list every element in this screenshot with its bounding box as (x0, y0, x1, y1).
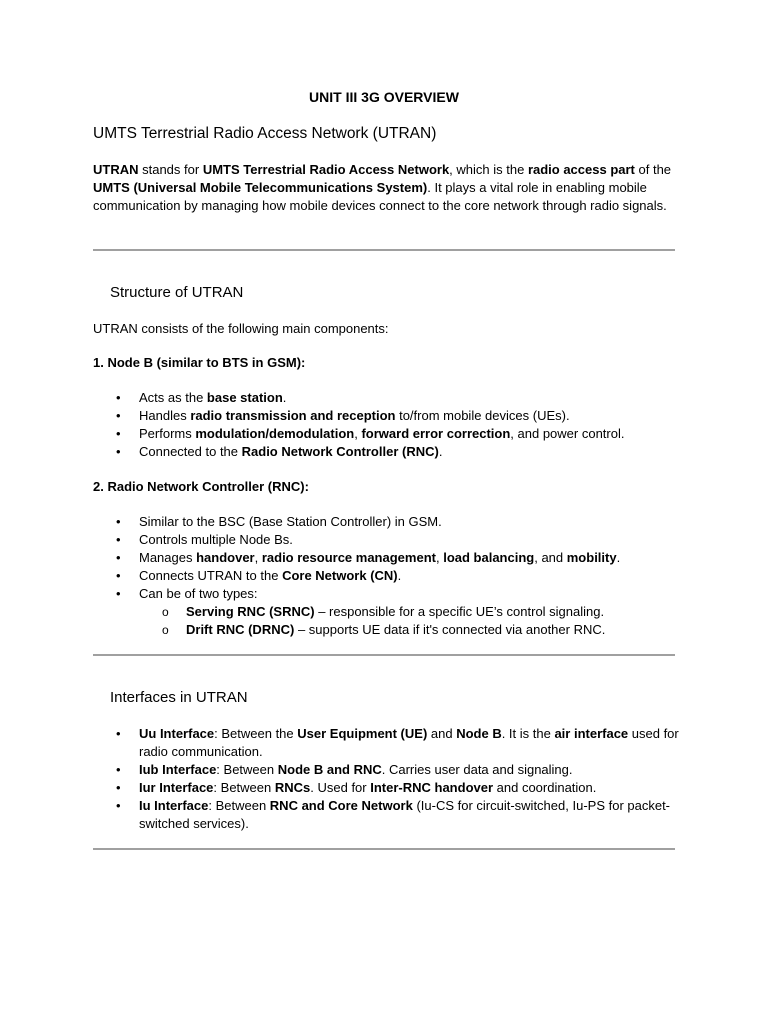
list-item (93, 761, 683, 779)
sub-list-item (139, 621, 683, 639)
list-text: . (438, 444, 443, 459)
nodeb-list (93, 389, 683, 461)
list-text: , (435, 550, 444, 565)
list-bold: Iub Interface (139, 762, 217, 777)
list-bold: modulation/demodulation (195, 426, 355, 441)
list-bold: mobility (566, 550, 617, 565)
list-item (93, 725, 683, 761)
list-text: used for radio communication. (139, 726, 679, 759)
bullet-icon: • (116, 568, 121, 583)
list-text: , (254, 550, 262, 565)
list-item (93, 585, 683, 639)
bullet-icon: • (116, 408, 121, 423)
intro-bold-umts-trans: UMTS Terrestrial Radio Access Network (202, 162, 450, 177)
bullet-icon: • (116, 726, 121, 741)
bullet-icon: • (116, 586, 121, 601)
list-bold: Radio Network Controller (RNC) (241, 444, 439, 459)
list-text: – responsible for a specific UE’s control signaling. (314, 604, 605, 619)
bullet-icon: • (116, 514, 121, 529)
bullet-icon: • (116, 532, 121, 547)
list-text: . Carries user data and signaling. (381, 762, 573, 777)
bullet-icon: • (116, 798, 121, 813)
intro-text: of the (634, 162, 672, 177)
list-text: Connected to the (139, 444, 242, 459)
list-item (93, 425, 683, 443)
circle-bullet-icon: o (162, 623, 169, 637)
list-bold: base station (206, 390, 283, 405)
divider (93, 848, 675, 850)
list-text: , and (534, 550, 567, 565)
nodeb-heading: 1. Node B (similar to BTS in GSM): (93, 355, 306, 370)
intro-bold-umts: UMTS (Universal Mobile Telecommunications System) (93, 180, 428, 195)
rnc-types-list (139, 603, 683, 639)
list-text: : Between (213, 780, 275, 795)
list-item (93, 513, 683, 531)
list-bold: Core Network (CN) (282, 568, 398, 583)
list-text: Performs (139, 426, 196, 441)
intro-bold-utran: UTRAN (93, 162, 139, 177)
list-bold: RNC and Core Network (269, 798, 413, 813)
list-bold: Uu Interface (139, 726, 215, 741)
circle-bullet-icon: o (162, 605, 169, 619)
divider (93, 249, 675, 251)
list-text: Handles (139, 408, 191, 423)
bullet-icon: • (116, 390, 121, 405)
bullet-icon: • (116, 444, 121, 459)
main-heading: UMTS Terrestrial Radio Access Network (UTRAN) (93, 125, 437, 142)
list-text: Similar to the BSC (Base Station Controller) in GSM. (139, 514, 442, 529)
list-text: . It is the (501, 726, 555, 741)
list-bold: Drift RNC (DRNC) (186, 622, 295, 637)
list-text: Acts as the (139, 390, 207, 405)
bullet-icon: • (116, 426, 121, 441)
list-bold: Node B and RNC (277, 762, 382, 777)
list-text: , and power control. (510, 426, 625, 441)
sub-list-item (139, 603, 683, 621)
bullet-icon: • (116, 550, 121, 565)
bullet-icon: • (116, 762, 121, 777)
list-bold: handover (196, 550, 255, 565)
list-text: : Between (208, 798, 270, 813)
list-bold: radio resource management (261, 550, 436, 565)
list-text: Connects UTRAN to the (139, 568, 283, 583)
divider (93, 654, 675, 656)
list-bold: forward error correction (361, 426, 511, 441)
list-text: Controls multiple Node Bs. (139, 532, 293, 547)
interfaces-heading: Interfaces in UTRAN (110, 689, 248, 706)
structure-heading: Structure of UTRAN (110, 284, 244, 301)
interfaces-list (93, 725, 683, 833)
bullet-icon: • (116, 780, 121, 795)
list-text: . (282, 390, 287, 405)
list-bold: Iu Interface (139, 798, 209, 813)
list-text: to/from mobile devices (UEs). (395, 408, 570, 423)
rnc-heading: 2. Radio Network Controller (RNC): (93, 479, 309, 494)
list-item (93, 779, 683, 797)
structure-lead: UTRAN consists of the following main components: (93, 321, 389, 336)
list-text: . Used for (310, 780, 371, 795)
list-bold: load balancing (443, 550, 535, 565)
list-bold: RNCs (274, 780, 311, 795)
document-title: UNIT III 3G OVERVIEW (309, 89, 459, 105)
intro-paragraph (93, 161, 678, 215)
list-bold: Inter-RNC handover (370, 780, 494, 795)
list-item (93, 407, 683, 425)
list-bold: air interface (554, 726, 629, 741)
list-text: . (397, 568, 402, 583)
list-item (93, 443, 683, 461)
list-text: Can be of two types: (139, 586, 258, 601)
list-bold: User Equipment (UE) (297, 726, 428, 741)
list-text: Manages (139, 550, 197, 565)
list-text: , (354, 426, 362, 441)
list-item (93, 567, 683, 585)
list-item (93, 549, 683, 567)
intro-text: , which is the (449, 162, 528, 177)
list-bold: Node B (456, 726, 502, 741)
intro-text: . It plays a vital role in enabling mobile communication by managing how mobile devices connect to the core network through radio signals. (93, 180, 667, 213)
list-text: : Between (216, 762, 278, 777)
list-text: (Iu-CS for circuit-switched, Iu-PS for packet-switched services). (139, 798, 671, 831)
rnc-list (93, 513, 683, 639)
list-bold: Serving RNC (SRNC) (186, 604, 315, 619)
list-bold: radio transmission and reception (190, 408, 396, 423)
list-bold: Iur Interface (139, 780, 214, 795)
list-text: and (427, 726, 457, 741)
intro-bold-radio-access: radio access part (527, 162, 635, 177)
list-item (93, 797, 683, 833)
list-item (93, 531, 683, 549)
list-text: – supports UE data if it's connected via another RNC. (294, 622, 606, 637)
intro-text: stands for (138, 162, 203, 177)
list-text: . (616, 550, 621, 565)
list-item (93, 389, 683, 407)
list-text: : Between the (214, 726, 298, 741)
list-text: and coordination. (493, 780, 597, 795)
